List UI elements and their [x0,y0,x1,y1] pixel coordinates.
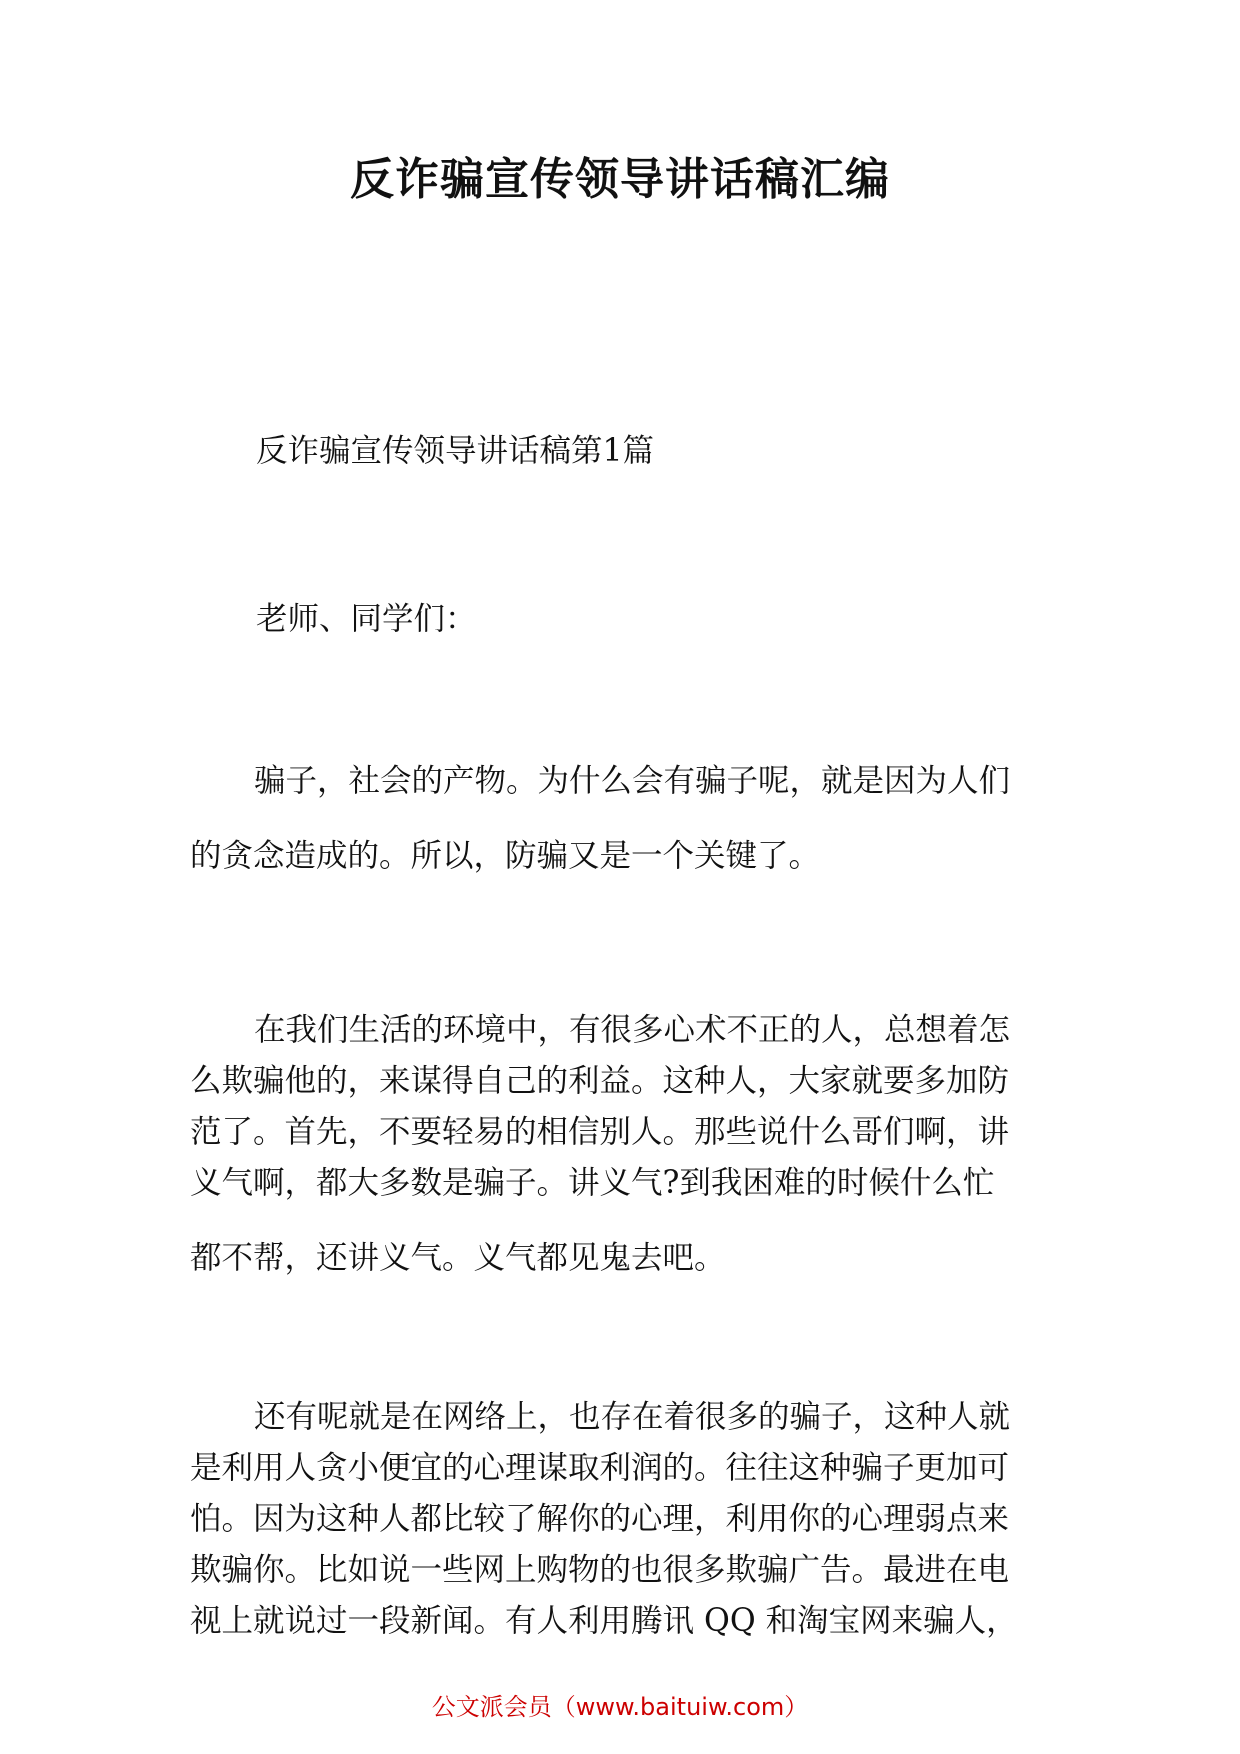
document-title: 反诈骗宣传领导讲话稿汇编 [350,154,890,205]
paragraph-line: 的贪念造成的。所以，防骗又是一个关键了。 [190,838,821,874]
footer-watermark-link[interactable]: 公文派会员（www.baituiw.com） [431,1693,809,1721]
paragraph-line: 怕。因为这种人都比较了解你的心理，利用你的心理弱点来 [190,1501,1010,1537]
paragraph-line: 视上就说过一段新闻。有人利用腾讯 QQ 和淘宝网来骗人， [190,1603,1018,1639]
paragraph-line: 么欺骗他的，来谋得自己的利益。这种人，大家就要多加防 [190,1063,1010,1099]
paragraph-1 [190,756,1050,882]
paragraph-2 [190,1005,1050,1284]
document-subtitle: 反诈骗宣传领导讲话稿第1篇 [256,433,655,469]
paragraph-line: 骗子，社会的产物。为什么会有骗子呢，就是因为人们 [254,763,1011,799]
paragraph-line: 是利用人贪小便宜的心理谋取利润的。往往这种骗子更加可 [190,1450,1010,1486]
paragraph-line: 还有呢就是在网络上，也存在着很多的骗子，这种人就 [254,1399,1011,1435]
paragraph-line: 范了。首先，不要轻易的相信别人。那些说什么哥们啊，讲 [190,1114,1010,1150]
paragraph-line: 都不帮，还讲义气。义气都见鬼去吧。 [190,1240,726,1276]
paragraph-line: 在我们生活的环境中，有很多心术不正的人，总想着怎 [254,1012,1011,1048]
paragraph-line: 欺骗你。比如说一些网上购物的也很多欺骗广告。最进在电 [190,1552,1010,1588]
salutation: 老师、同学们： [256,601,477,637]
paragraph-3 [190,1392,1050,1647]
paragraph-line: 义气啊，都大多数是骗子。讲义气?到我困难的时候什么忙 [190,1165,995,1201]
